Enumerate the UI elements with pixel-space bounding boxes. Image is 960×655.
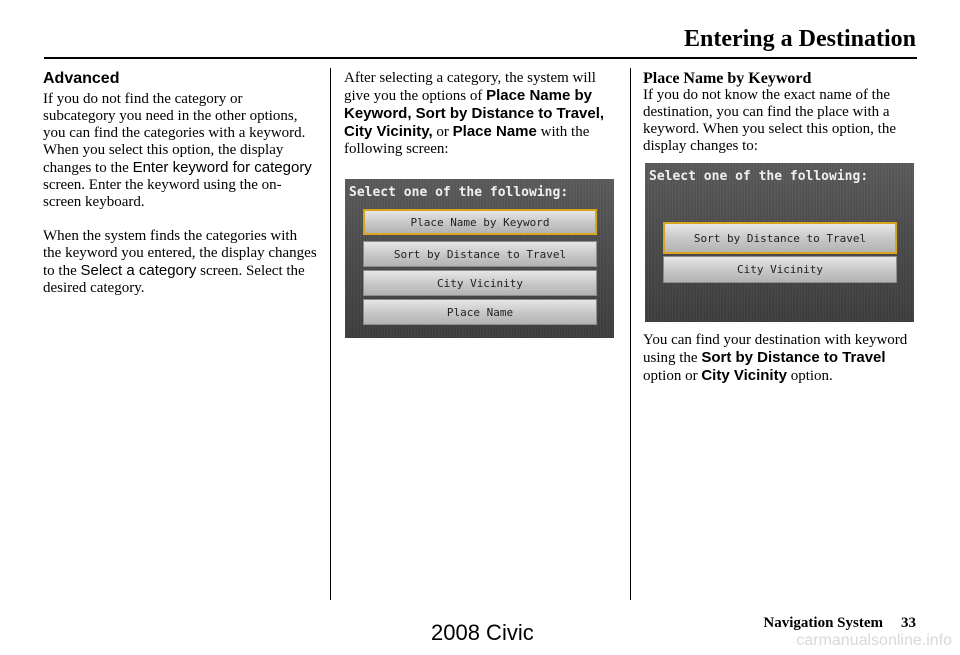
section-heading-place-name-by-keyword: Place Name by Keyword: [643, 70, 812, 87]
text: You can find your destination with keyword using the: [643, 332, 908, 366]
text: If you do not find the category or subcategory you need in the other options, you can find the categories with a keyword. When you select this option, the display changes to the: [43, 91, 306, 176]
model-watermark: 2008 Civic: [431, 620, 534, 645]
option-place-name-by-keyword[interactable]: Place Name by Keyword: [363, 209, 597, 235]
option-city-vicinity[interactable]: City Vicinity: [663, 256, 897, 283]
column-1: [43, 70, 318, 297]
text: or: [432, 124, 453, 140]
option-place-name[interactable]: Place Name: [363, 299, 597, 325]
text: screen. Select the desired category.: [43, 263, 305, 296]
option-name: City Vicinity: [701, 367, 787, 384]
option-sort-by-distance[interactable]: Sort by Distance to Travel: [363, 241, 597, 267]
option-names: Place Name by Keyword, Sort by Distance to Travel, City Vicinity,: [344, 87, 605, 140]
title-divider: [44, 57, 917, 59]
column-divider: [630, 68, 631, 600]
footer-section-name: Navigation System: [763, 615, 883, 631]
text: screen. Enter the keyword using the on-screen keyboard.: [43, 177, 282, 210]
paragraph: [344, 70, 619, 158]
option-sort-by-distance[interactable]: Sort by Distance to Travel: [663, 222, 897, 254]
paragraph: [643, 332, 918, 385]
screen-title: Select one of the following:: [649, 169, 869, 184]
nav-screen-2: [645, 163, 914, 322]
screen-name: Select a category: [80, 262, 197, 279]
paragraph: [43, 228, 318, 297]
text: After selecting a category, the system will give you the options of: [344, 70, 596, 104]
column-2: [344, 70, 619, 158]
nav-screen-1: [345, 179, 614, 338]
column-3-lower: [643, 332, 918, 385]
text: option.: [786, 368, 833, 384]
page-title: Entering a Destination: [683, 26, 916, 52]
option-name: Sort by Distance to Travel: [701, 349, 886, 366]
page-number: 33: [901, 615, 916, 631]
screen-name: Enter keyword for category: [132, 159, 312, 176]
paragraph: If you do not know the exact name of the destination, you can find the place with a keyword. When you select this option, the display changes to:: [643, 87, 897, 154]
column-3: [643, 70, 918, 155]
option-name: Place Name: [452, 123, 537, 140]
text: When the system finds the categories with the keyword you entered, the display changes to the: [43, 228, 317, 279]
column-divider: [330, 68, 331, 600]
paragraph: [43, 91, 318, 211]
site-watermark: carmanualsonline.info: [796, 632, 952, 649]
section-heading-advanced: Advanced: [43, 70, 120, 87]
screen-title: Select one of the following:: [349, 185, 569, 200]
option-city-vicinity[interactable]: City Vicinity: [363, 270, 597, 296]
text: with the following screen:: [344, 124, 590, 157]
text: option or: [643, 368, 702, 384]
